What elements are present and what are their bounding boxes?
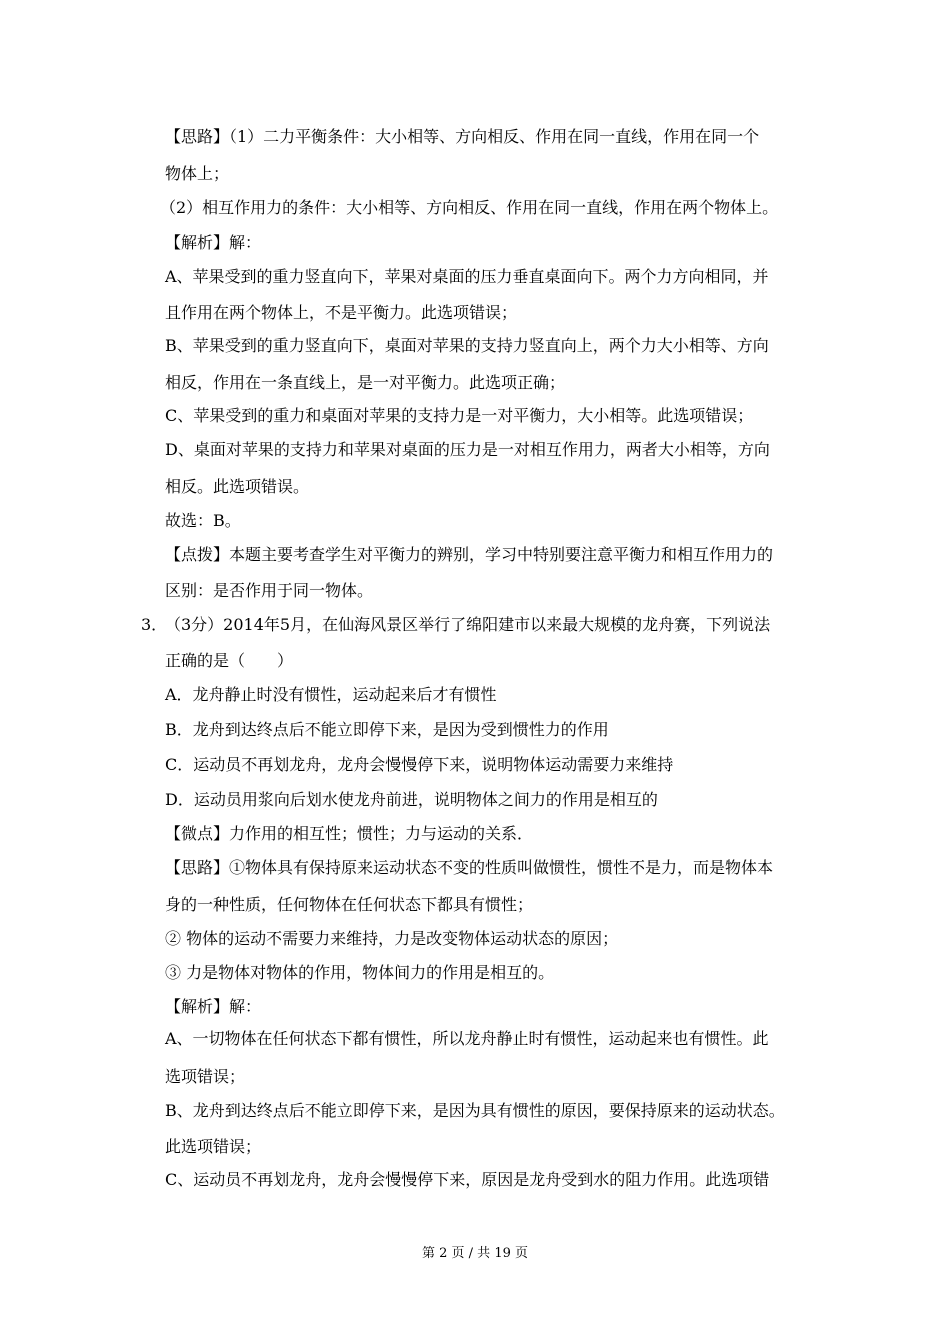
text-line: （2）相互作用力的条件：大小相等、方向相反、作用在同一直线，作用在两个物体上。 <box>160 198 779 217</box>
text-line: 相反，作用在一条直线上，是一对平衡力。此选项正确； <box>165 373 566 392</box>
text-line: 【点拨】本题主要考查学生对平衡力的辨别，学习中特别要注意平衡力和相互作用力的 <box>165 545 774 564</box>
text-line: ③ 力是物体对物体的作用，物体间力的作用是相互的。 <box>165 963 555 982</box>
option-d: D．运动员用浆向后划水使龙舟前进，说明物体之间力的作用是相互的 <box>165 790 658 809</box>
question-stem: （3分）2014年5月，在仙海风景区举行了绵阳建市以来最大规模的龙舟赛，下列说法 <box>165 615 771 634</box>
text-line: D、桌面对苹果的支持力和苹果对桌面的压力是一对相互作用力，两者大小相等，方向 <box>165 440 770 459</box>
option-a: A．龙舟静止时没有惯性，运动起来后才有惯性 <box>165 685 497 704</box>
text-line: C、运动员不再划龙舟，龙舟会慢慢停下来，原因是龙舟受到水的阻力作用。此选项错 <box>165 1170 770 1189</box>
text-line: 相反。此选项错误。 <box>165 477 310 496</box>
text-line: 区别：是否作用于同一物体。 <box>165 581 374 600</box>
text-line: 身的一种性质，任何物体在任何状态下都具有惯性； <box>165 895 534 914</box>
option-b: B．龙舟到达终点后不能立即停下来，是因为受到惯性力的作用 <box>165 720 609 739</box>
text-line: A、一切物体在任何状态下都有惯性，所以龙舟静止时有惯性，运动起来也有惯性。此 <box>165 1029 769 1048</box>
text-line: B、苹果受到的重力竖直向下，桌面对苹果的支持力竖直向上，两个力大小相等、方向 <box>165 336 769 355</box>
text-line: 【微点】力作用的相互性；惯性；力与运动的关系． <box>165 824 534 843</box>
page-footer: 第 2 页 / 共 19 页 <box>422 1246 528 1261</box>
text-line: C、苹果受到的重力和桌面对苹果的支持力是一对平衡力，大小相等。此选项错误； <box>165 406 754 425</box>
text-line: 【思路】①物体具有保持原来运动状态不变的性质叫做惯性，惯性不是力，而是物体本 <box>165 858 774 877</box>
question-stem: 正确的是（ ） <box>165 651 294 670</box>
text-line: 【解析】解： <box>165 997 262 1016</box>
option-c: C．运动员不再划龙舟，龙舟会慢慢停下来，说明物体运动需要力来维持 <box>165 755 674 774</box>
text-line: A、苹果受到的重力竖直向下，苹果对桌面的压力垂直桌面向下。两个力方向相同，并 <box>165 267 769 286</box>
text-line: B、龙舟到达终点后不能立即停下来，是因为具有惯性的原因，要保持原来的运动状态。 <box>165 1101 785 1120</box>
text-line: 故选：B。 <box>165 511 241 530</box>
question-number: 3． <box>141 615 168 634</box>
text-line: 【思路】（1）二力平衡条件：大小相等、方向相反、作用在同一直线，作用在同一个 <box>165 127 760 146</box>
text-line: ② 物体的运动不需要力来维持，力是改变物体运动状态的原因； <box>165 929 619 948</box>
text-line: 物体上； <box>165 164 230 183</box>
text-line: 选项错误； <box>165 1067 246 1086</box>
text-line: 且作用在两个物体上，不是平衡力。此选项错误； <box>165 303 518 322</box>
text-line: 【解析】解： <box>165 233 262 252</box>
text-line: 此选项错误； <box>165 1137 262 1156</box>
